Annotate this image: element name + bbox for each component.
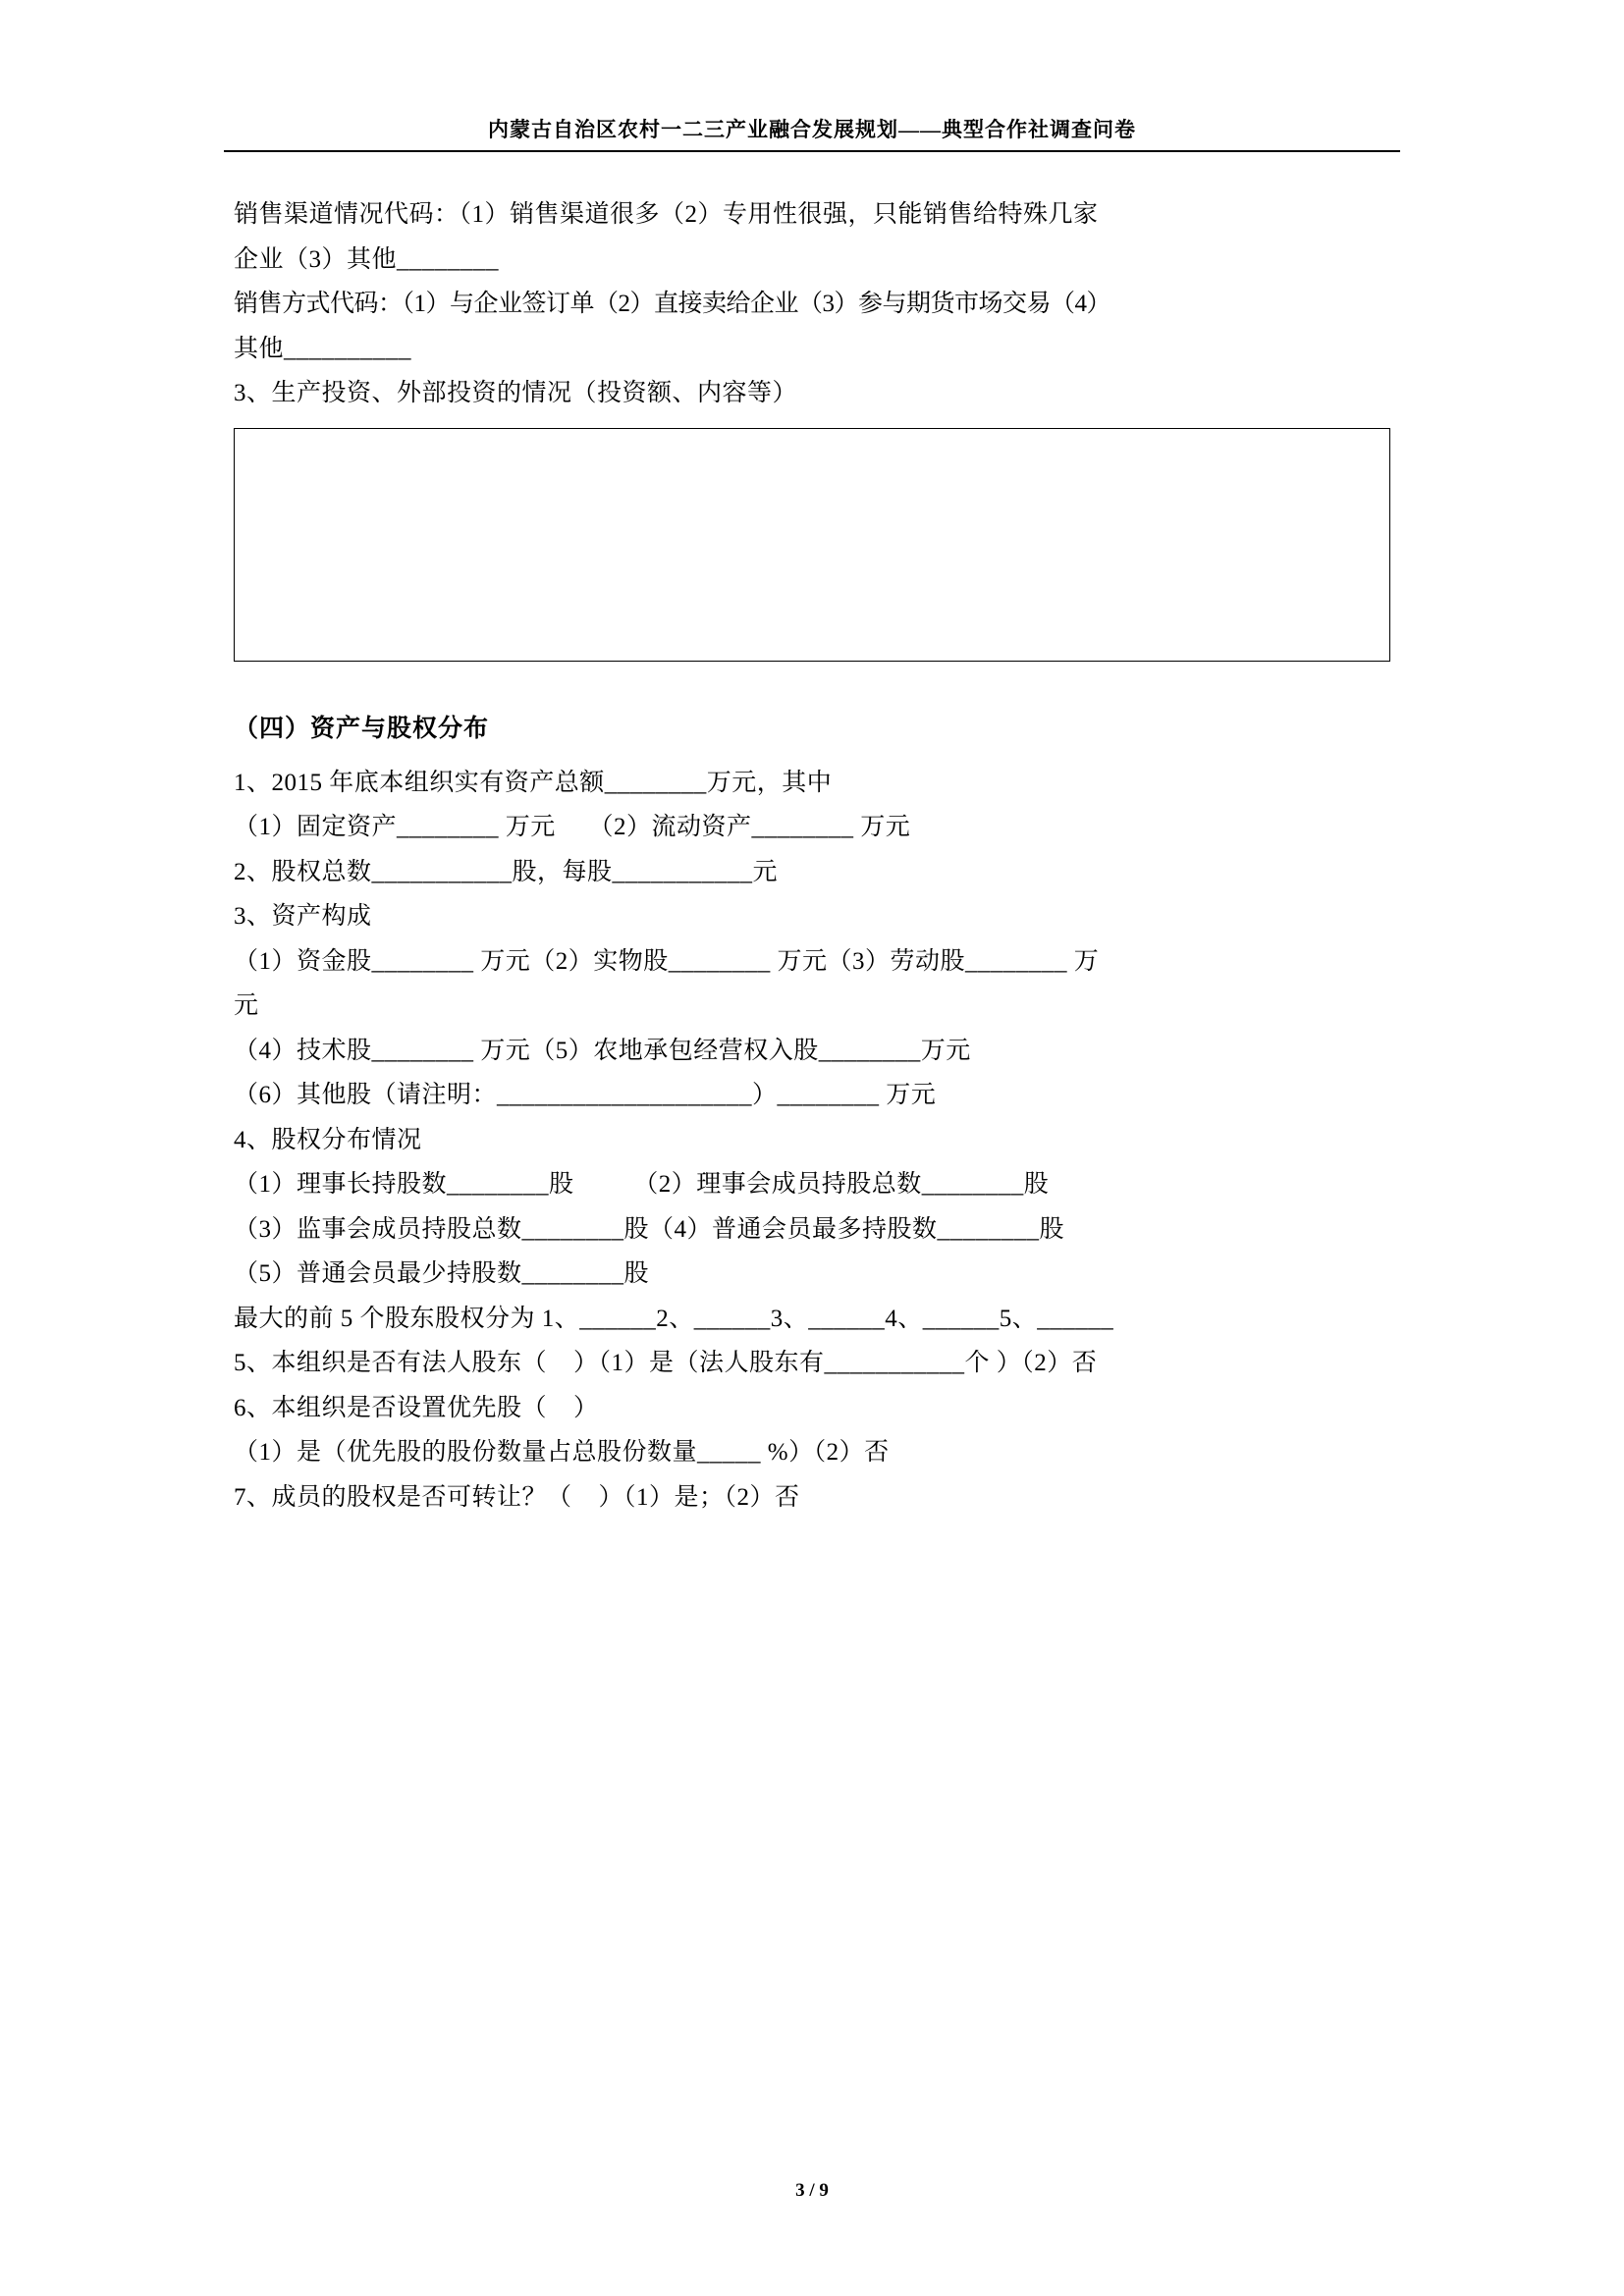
answer-box-investment[interactable]: [234, 428, 1390, 662]
text-line: （4）技术股________ 万元（5）农地承包经营权入股________万元: [234, 1037, 971, 1064]
text-line: （1）理事长持股数________股 （2）理事会成员持股总数________股: [234, 1171, 1050, 1198]
header-title: 内蒙古自治区农村一二三产业融合发展规划——典型合作社调查问卷: [488, 118, 1136, 141]
text-line: 企业（3）其他________: [234, 245, 500, 273]
text-line: 元: [234, 992, 259, 1019]
page-header: [224, 116, 1400, 152]
text-line: 4、股权分布情况: [234, 1126, 422, 1153]
text-line: 销售方式代码：（1）与企业签订单（2）直接卖给企业（3）参与期货市场交易（4）: [234, 291, 1111, 317]
text-line: 6、本组织是否设置优先股（ ）: [234, 1394, 599, 1421]
text-line: 5、本组织是否有法人股东（ ）（1）是（法人股东有___________个 ）（2）否: [234, 1350, 1098, 1376]
text-line: 7、成员的股权是否可转让？（ ）（1）是；（2）否: [234, 1483, 800, 1511]
text-line: （1）资金股________ 万元（2）实物股________ 万元（3）劳动股________ 万: [234, 947, 1100, 975]
text-line: （5）普通会员最少持股数________股: [234, 1260, 650, 1287]
header-divider: [224, 150, 1400, 152]
text-line: 3、资产构成: [234, 903, 372, 930]
text-line: （1）是（优先股的股份数量占总股份数量_____ %）（2）否: [234, 1439, 890, 1466]
spacer: [234, 751, 1392, 761]
text-line: 其他__________: [234, 335, 412, 362]
page-content: [234, 192, 1392, 1520]
section-title-assets: （四）资产与股权分布: [234, 715, 490, 742]
page-number: 3 / 9: [795, 2180, 829, 2201]
text-line: （1）固定资产________ 万元 （2）流动资产________ 万元: [234, 814, 911, 840]
page-footer: [0, 2180, 1624, 2202]
text-line: 1、2015 年底本组织实有资产总额________万元，其中: [234, 769, 833, 796]
text-line: （3）监事会成员持股总数________股（4）普通会员最多持股数________股: [234, 1215, 1065, 1243]
text-line: 2、股权总数___________股，每股___________元: [234, 858, 779, 885]
text-line: 销售渠道情况代码：（1）销售渠道很多（2）专用性很强，只能销售给特殊几家: [234, 201, 1099, 228]
text-line: 最大的前 5 个股东股权分为 1、______2、______3、______4、______5、______: [234, 1305, 1114, 1332]
question-3-label: 3、生产投资、外部投资的情况（投资额、内容等）: [234, 380, 798, 406]
spacer: [234, 662, 1392, 707]
text-line: （6）其他股（请注明：____________________）________ 万元: [234, 1082, 937, 1108]
